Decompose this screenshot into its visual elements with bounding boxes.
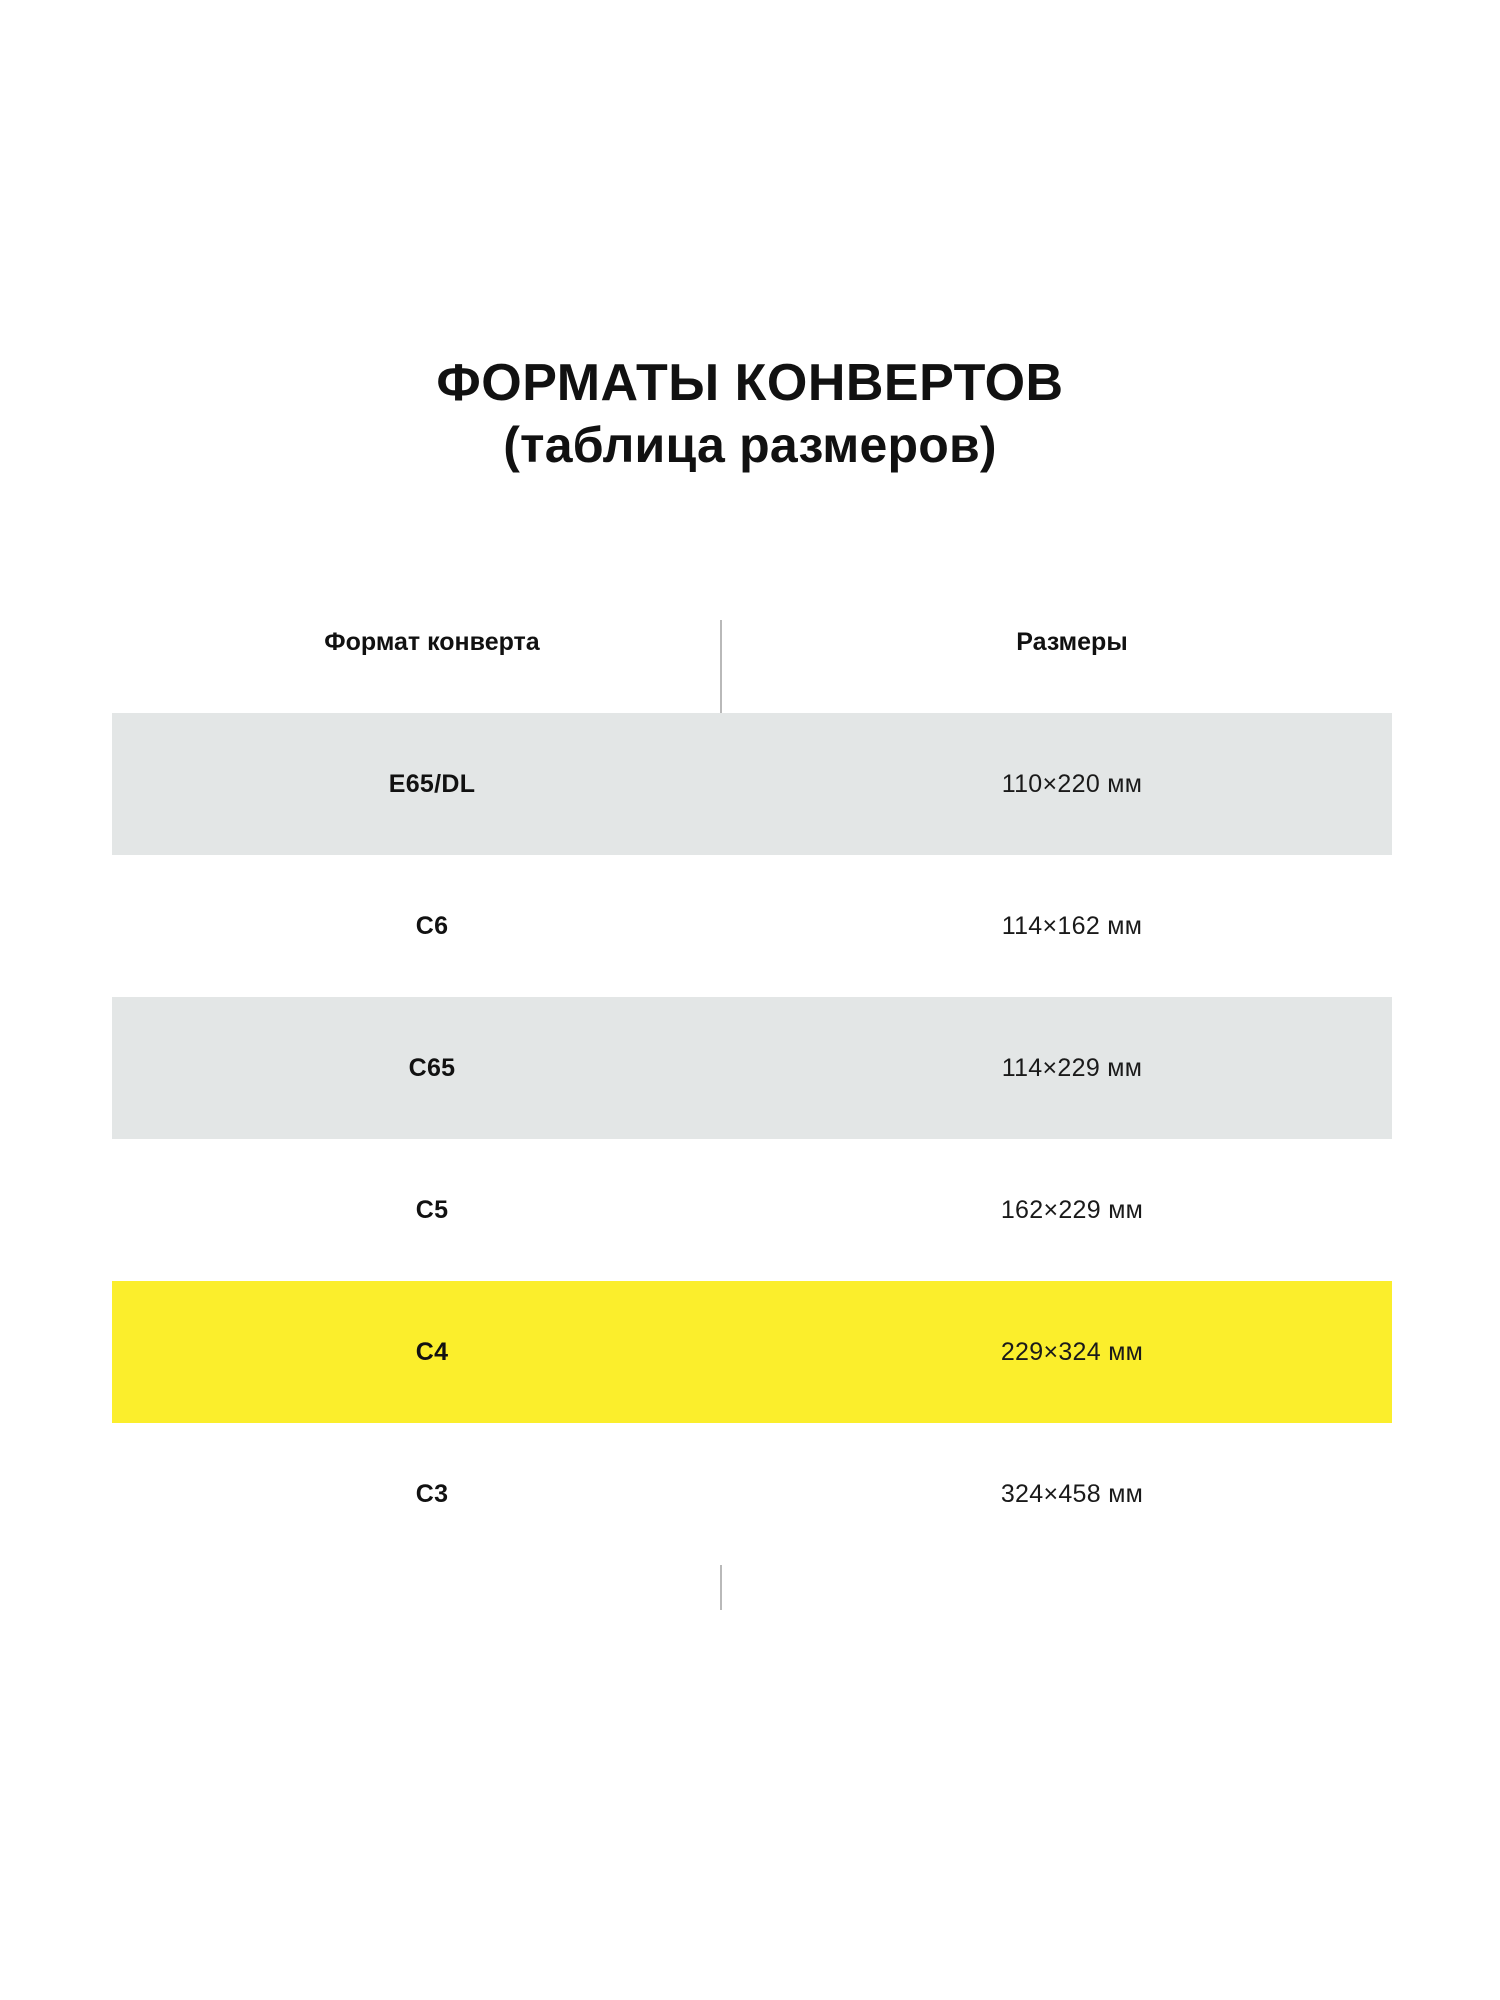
table-row [112,713,1392,855]
table-row [112,855,1392,997]
table-row [112,1139,1392,1281]
column-header-size: Размеры [1016,628,1128,656]
column-header-format: Формат конверта [324,628,540,656]
cell-format: C4 [112,1281,752,1423]
cell-format: C6 [112,855,752,997]
cell-format: E65/DL [112,713,752,855]
envelope-sizes-table [112,610,1392,1565]
table-row-highlighted [112,1281,1392,1423]
title-line-sub: (таблица размеров) [503,417,997,474]
table-header-row [112,610,1392,713]
cell-format: C3 [112,1423,752,1565]
cell-format: C65 [112,997,752,1139]
cell-size: 114×162 мм [752,855,1392,997]
cell-format: C5 [112,1139,752,1281]
cell-size: 229×324 мм [752,1281,1392,1423]
sizes-table-container [112,610,1392,1565]
table-row [112,1423,1392,1565]
cell-size: 324×458 мм [752,1423,1392,1565]
page-title [0,352,1500,476]
table-row [112,997,1392,1139]
cell-size: 110×220 мм [752,713,1392,855]
title-line-main: ФОРМАТЫ КОНВЕРТОВ [436,354,1064,412]
cell-size: 162×229 мм [752,1139,1392,1281]
cell-size: 114×229 мм [752,997,1392,1139]
